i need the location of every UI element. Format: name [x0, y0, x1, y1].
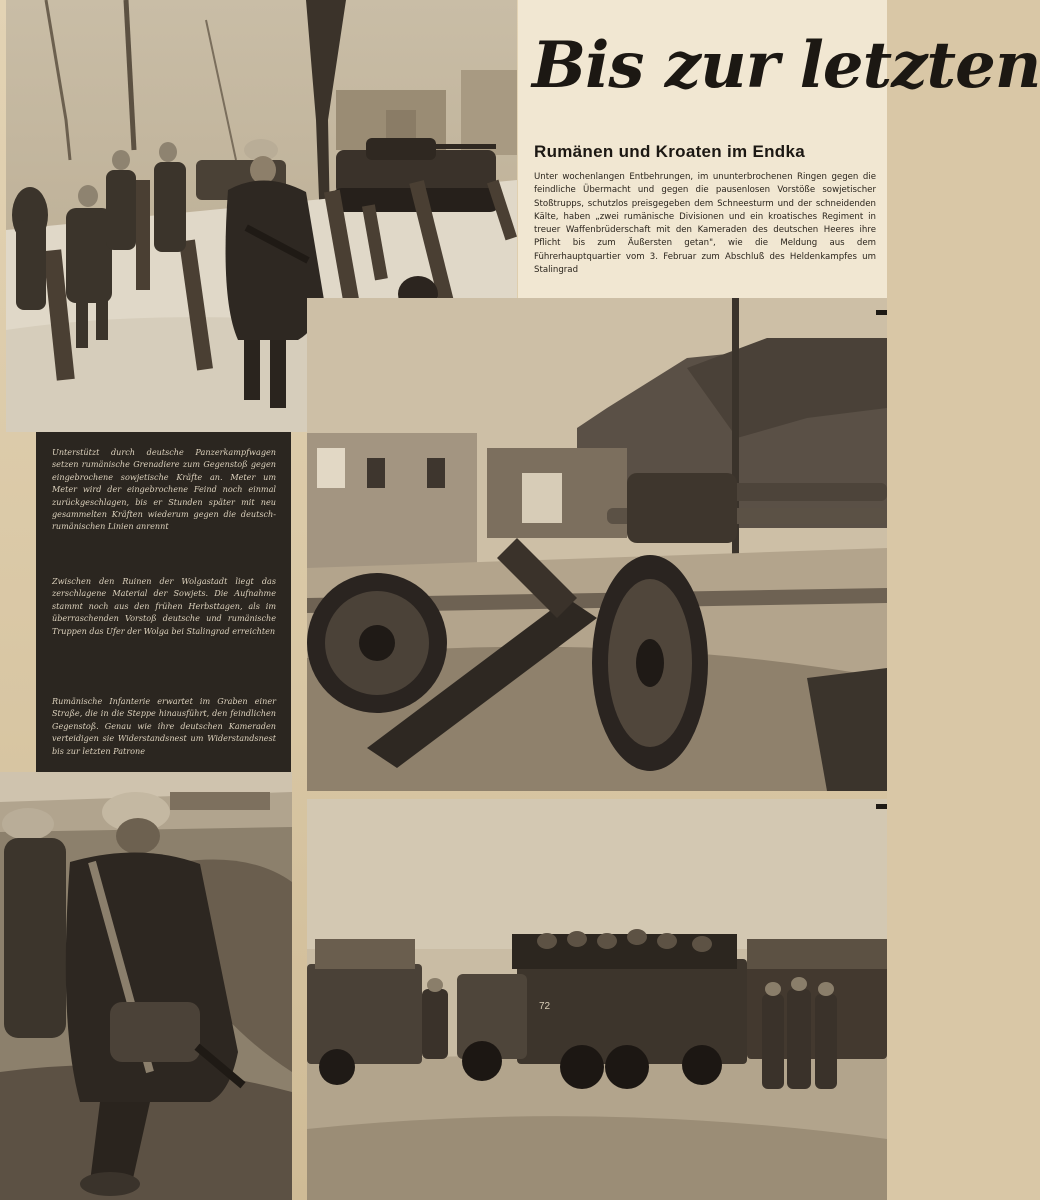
- caption-infantry: Rumänische Infanterie erwartet im Graben einer Straße, die in die Steppe hinausführt, den feindlichen Gegenstoß. Genau wie ihre deutschen Kameraden verteidigen sie Widerstandsnest um Widerstandsnest bis zur letzten Patrone: [52, 696, 276, 756]
- subheadline: Rumänen und Kroaten im Endka: [534, 142, 805, 161]
- truck-number: 72: [539, 1001, 551, 1012]
- headline: Bis zur letzten: [532, 28, 1040, 103]
- crop-mark: [876, 804, 887, 809]
- caption-ruins: Zwischen den Ruinen der Wolgastadt liegt das zerschlagene Material der Sowjets. Die Aufnahme stammt noch aus den frühen Herbsttagen, als im überraschenden Vorstoß deutsche und rumänische Truppen das Ufer der Wolga bei Stalingrad erreichten: [52, 576, 276, 636]
- photo-troop-trucks: [307, 799, 887, 1200]
- intro-paragraph: Unter wochenlangen Entbehrungen, im ununterbrochenen Ringen gegen die feindliche Übermacht und gegen die pausenlosen Vorstöße sowjetischer Stoßtrupps, schutzlos preisgegeben dem Schneesturm und der schneidenden Kälte, haben „zwei rumänische Divisionen und ein kroatisches Regiment in treuer Waffenbrüderschaft mit den Kameraden des deutschen Heeres ihre Pflicht bis zum Äußersten getan", wie die Meldung aus dem Führerhauptquartier vom 3. Februar zum Abschluß des Heldenkampfes um Stalingrad: [534, 172, 876, 276]
- photo-infantry-trench: [0, 772, 292, 1200]
- photo-stalingrad-ruins: [307, 298, 887, 791]
- crop-mark: [876, 310, 887, 315]
- title-block: [518, 0, 1040, 298]
- caption-grenadiers: Unterstützt durch deutsche Panzerkampfwagen setzen rumänische Grenadiere zum Gegenstoß gegen eingebrochene sowjetische Kräfte an. Meter um Meter wird der eingebrochene Feind noch einmal zurückgeschlagen, bis er Stunden später mit neu gesammelten Kräften wiederum gegen die deutsch-rumänischen Linien anrennt: [52, 447, 276, 532]
- caption-panel: [36, 432, 291, 772]
